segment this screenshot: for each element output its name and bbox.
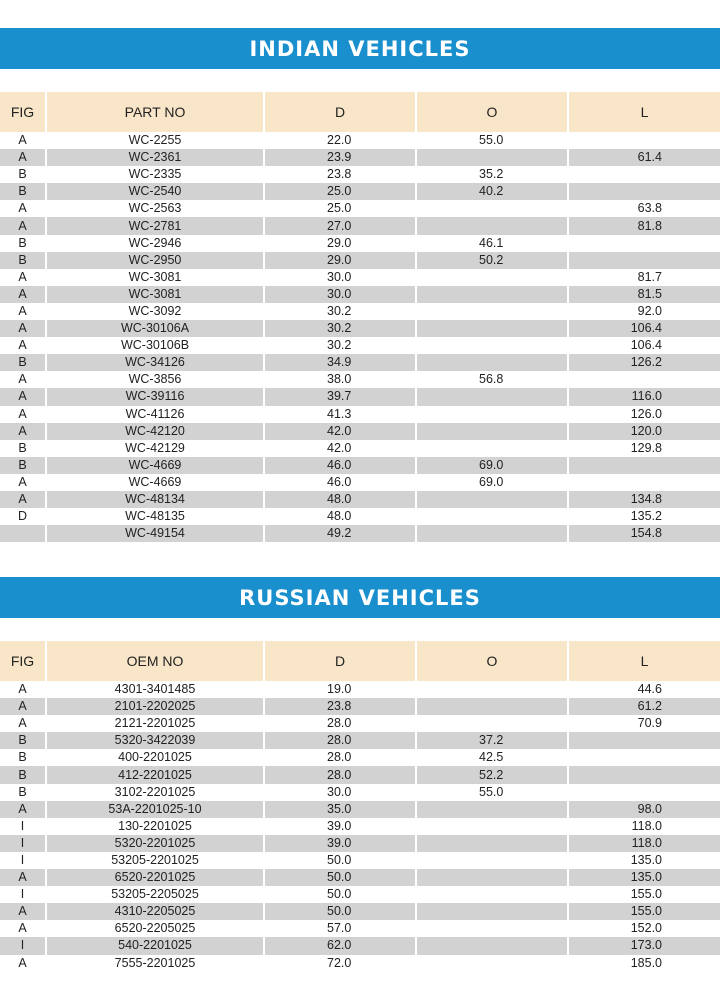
cell-part-no: 4310-2205025 — [46, 903, 264, 920]
cell-fig: A — [0, 801, 46, 818]
cell-l: 118.0 — [568, 835, 720, 852]
table-row — [0, 525, 720, 542]
cell-fig: A — [0, 715, 46, 732]
table-row — [0, 388, 720, 405]
cell-l: 118.0 — [568, 818, 720, 835]
cell-l: 134.8 — [568, 491, 720, 508]
cell-l: 98.0 — [568, 801, 720, 818]
cell-d: 30.2 — [264, 320, 416, 337]
table-row — [0, 166, 720, 183]
cell-o — [416, 937, 568, 954]
cell-fig: A — [0, 269, 46, 286]
cell-o — [416, 852, 568, 869]
cell-l — [568, 132, 720, 149]
cell-d: 35.0 — [264, 801, 416, 818]
cell-fig: A — [0, 955, 46, 972]
header-d: D — [264, 641, 416, 681]
cell-o — [416, 525, 568, 542]
cell-fig: I — [0, 937, 46, 954]
russian-vehicles-table — [0, 641, 720, 972]
cell-d: 23.9 — [264, 149, 416, 166]
cell-o — [416, 269, 568, 286]
cell-d: 42.0 — [264, 440, 416, 457]
cell-part-no: WC-3092 — [46, 303, 264, 320]
table-row — [0, 784, 720, 801]
cell-fig: A — [0, 474, 46, 491]
cell-fig: A — [0, 406, 46, 423]
cell-fig: A — [0, 698, 46, 715]
header-o: O — [416, 92, 568, 132]
cell-l: 126.0 — [568, 406, 720, 423]
cell-fig: A — [0, 869, 46, 886]
cell-d: 25.0 — [264, 183, 416, 200]
cell-o — [416, 869, 568, 886]
section-title: RUSSIAN VEHICLES — [239, 585, 481, 610]
cell-d: 30.0 — [264, 269, 416, 286]
cell-fig: B — [0, 784, 46, 801]
cell-o — [416, 955, 568, 972]
cell-fig: B — [0, 749, 46, 766]
header-o: O — [416, 641, 568, 681]
table-row — [0, 681, 720, 698]
cell-l — [568, 474, 720, 491]
cell-l: 155.0 — [568, 886, 720, 903]
cell-part-no: WC-42120 — [46, 423, 264, 440]
cell-part-no: 6520-2205025 — [46, 920, 264, 937]
cell-part-no: WC-48135 — [46, 508, 264, 525]
table-row — [0, 937, 720, 954]
cell-part-no: 53205-2205025 — [46, 886, 264, 903]
cell-o — [416, 200, 568, 217]
cell-fig: A — [0, 337, 46, 354]
cell-fig: B — [0, 252, 46, 269]
cell-o: 40.2 — [416, 183, 568, 200]
cell-part-no: WC-4669 — [46, 457, 264, 474]
cell-l — [568, 235, 720, 252]
cell-o — [416, 920, 568, 937]
cell-part-no: WC-49154 — [46, 525, 264, 542]
table-body — [0, 681, 720, 972]
cell-o: 50.2 — [416, 252, 568, 269]
cell-fig: A — [0, 681, 46, 698]
cell-d: 62.0 — [264, 937, 416, 954]
cell-part-no: 400-2201025 — [46, 749, 264, 766]
cell-d: 46.0 — [264, 474, 416, 491]
table-row — [0, 903, 720, 920]
cell-part-no: WC-3081 — [46, 286, 264, 303]
table-header-row — [0, 92, 720, 132]
table-row — [0, 698, 720, 715]
cell-part-no: WC-48134 — [46, 491, 264, 508]
indian-vehicles-table — [0, 92, 720, 542]
cell-fig: B — [0, 440, 46, 457]
table-row — [0, 354, 720, 371]
table-row — [0, 183, 720, 200]
cell-l: 106.4 — [568, 320, 720, 337]
table-row — [0, 869, 720, 886]
cell-fig: A — [0, 920, 46, 937]
cell-l: 185.0 — [568, 955, 720, 972]
cell-l: 81.5 — [568, 286, 720, 303]
table-row — [0, 852, 720, 869]
table-row — [0, 200, 720, 217]
cell-l: 116.0 — [568, 388, 720, 405]
cell-fig: B — [0, 766, 46, 783]
cell-fig: A — [0, 149, 46, 166]
cell-part-no: WC-4669 — [46, 474, 264, 491]
cell-l: 173.0 — [568, 937, 720, 954]
cell-l: 126.2 — [568, 354, 720, 371]
table-row — [0, 491, 720, 508]
header-part-no: PART NO — [46, 92, 264, 132]
cell-fig: B — [0, 235, 46, 252]
cell-d: 39.0 — [264, 835, 416, 852]
cell-fig: B — [0, 457, 46, 474]
cell-fig: B — [0, 166, 46, 183]
header-l: L — [568, 92, 720, 132]
cell-o: 42.5 — [416, 749, 568, 766]
cell-part-no: 53A-2201025-10 — [46, 801, 264, 818]
cell-fig: A — [0, 903, 46, 920]
cell-l — [568, 371, 720, 388]
cell-l: 135.0 — [568, 869, 720, 886]
table-row — [0, 371, 720, 388]
cell-l: 135.2 — [568, 508, 720, 525]
table-body — [0, 132, 720, 542]
cell-fig: A — [0, 286, 46, 303]
table-row — [0, 217, 720, 234]
cell-l: 44.6 — [568, 681, 720, 698]
cell-part-no: 540-2201025 — [46, 937, 264, 954]
cell-d: 50.0 — [264, 852, 416, 869]
table-row — [0, 286, 720, 303]
cell-l: 129.8 — [568, 440, 720, 457]
table-row — [0, 269, 720, 286]
cell-o — [416, 440, 568, 457]
cell-o — [416, 337, 568, 354]
cell-part-no: WC-2946 — [46, 235, 264, 252]
cell-part-no: 130-2201025 — [46, 818, 264, 835]
cell-l — [568, 749, 720, 766]
cell-o — [416, 903, 568, 920]
table-row — [0, 132, 720, 149]
cell-o — [416, 388, 568, 405]
cell-o — [416, 818, 568, 835]
cell-o — [416, 286, 568, 303]
cell-o — [416, 406, 568, 423]
header-l: L — [568, 641, 720, 681]
cell-d: 48.0 — [264, 491, 416, 508]
cell-l — [568, 732, 720, 749]
table-row — [0, 303, 720, 320]
cell-d: 34.9 — [264, 354, 416, 371]
table-row — [0, 423, 720, 440]
cell-fig: A — [0, 217, 46, 234]
cell-d: 19.0 — [264, 681, 416, 698]
cell-o: 55.0 — [416, 784, 568, 801]
cell-o: 35.2 — [416, 166, 568, 183]
cell-d: 30.0 — [264, 784, 416, 801]
cell-d: 50.0 — [264, 886, 416, 903]
cell-o — [416, 354, 568, 371]
table-row — [0, 749, 720, 766]
cell-l: 135.0 — [568, 852, 720, 869]
cell-part-no: 2121-2201025 — [46, 715, 264, 732]
cell-d: 39.7 — [264, 388, 416, 405]
cell-l: 154.8 — [568, 525, 720, 542]
cell-l — [568, 766, 720, 783]
cell-part-no: WC-3856 — [46, 371, 264, 388]
cell-l: 92.0 — [568, 303, 720, 320]
cell-part-no: WC-42129 — [46, 440, 264, 457]
cell-l: 70.9 — [568, 715, 720, 732]
cell-d: 23.8 — [264, 166, 416, 183]
cell-fig: A — [0, 132, 46, 149]
table-row — [0, 252, 720, 269]
table-header-row — [0, 641, 720, 681]
table-row — [0, 715, 720, 732]
cell-d: 25.0 — [264, 200, 416, 217]
table-row — [0, 818, 720, 835]
table-row — [0, 320, 720, 337]
cell-fig: A — [0, 303, 46, 320]
cell-fig: D — [0, 508, 46, 525]
cell-l: 106.4 — [568, 337, 720, 354]
cell-d: 30.2 — [264, 337, 416, 354]
cell-part-no: WC-2255 — [46, 132, 264, 149]
cell-fig: A — [0, 371, 46, 388]
cell-l — [568, 784, 720, 801]
cell-d: 50.0 — [264, 903, 416, 920]
table-row — [0, 955, 720, 972]
table-row — [0, 920, 720, 937]
cell-d: 39.0 — [264, 818, 416, 835]
table-row — [0, 440, 720, 457]
cell-o — [416, 681, 568, 698]
table-row — [0, 235, 720, 252]
cell-l — [568, 183, 720, 200]
cell-part-no: WC-41126 — [46, 406, 264, 423]
indian-vehicles-banner — [0, 28, 720, 69]
cell-fig: I — [0, 852, 46, 869]
cell-fig: A — [0, 200, 46, 217]
cell-fig: A — [0, 423, 46, 440]
russian-vehicles-banner — [0, 577, 720, 618]
cell-fig: I — [0, 886, 46, 903]
cell-fig: B — [0, 354, 46, 371]
cell-o — [416, 491, 568, 508]
cell-o — [416, 423, 568, 440]
cell-part-no: 5320-2201025 — [46, 835, 264, 852]
cell-l: 152.0 — [568, 920, 720, 937]
table-row — [0, 801, 720, 818]
cell-o: 56.8 — [416, 371, 568, 388]
cell-fig: I — [0, 835, 46, 852]
cell-part-no: 6520-2201025 — [46, 869, 264, 886]
cell-o — [416, 801, 568, 818]
cell-fig: A — [0, 491, 46, 508]
cell-d: 57.0 — [264, 920, 416, 937]
cell-fig: B — [0, 732, 46, 749]
cell-l: 63.8 — [568, 200, 720, 217]
cell-o — [416, 698, 568, 715]
cell-part-no: 4301-3401485 — [46, 681, 264, 698]
cell-l — [568, 457, 720, 474]
table-row — [0, 457, 720, 474]
cell-o — [416, 886, 568, 903]
cell-part-no: 5320-3422039 — [46, 732, 264, 749]
cell-d: 49.2 — [264, 525, 416, 542]
cell-d: 28.0 — [264, 715, 416, 732]
cell-part-no: 3102-2201025 — [46, 784, 264, 801]
cell-d: 30.0 — [264, 286, 416, 303]
cell-fig: I — [0, 818, 46, 835]
cell-o: 69.0 — [416, 457, 568, 474]
cell-part-no: WC-34126 — [46, 354, 264, 371]
table-row — [0, 337, 720, 354]
table-row — [0, 406, 720, 423]
cell-d: 48.0 — [264, 508, 416, 525]
cell-part-no: 7555-2201025 — [46, 955, 264, 972]
cell-fig: A — [0, 320, 46, 337]
section-title: INDIAN VEHICLES — [249, 36, 471, 61]
cell-fig: A — [0, 388, 46, 405]
cell-o: 55.0 — [416, 132, 568, 149]
cell-d: 28.0 — [264, 749, 416, 766]
cell-o — [416, 149, 568, 166]
cell-o: 37.2 — [416, 732, 568, 749]
cell-part-no: WC-2335 — [46, 166, 264, 183]
cell-l: 155.0 — [568, 903, 720, 920]
cell-o — [416, 217, 568, 234]
table-row — [0, 886, 720, 903]
cell-o: 52.2 — [416, 766, 568, 783]
cell-part-no: WC-39116 — [46, 388, 264, 405]
cell-part-no: WC-2540 — [46, 183, 264, 200]
cell-fig — [0, 525, 46, 542]
table-row — [0, 835, 720, 852]
cell-d: 22.0 — [264, 132, 416, 149]
cell-l: 120.0 — [568, 423, 720, 440]
cell-l: 61.4 — [568, 149, 720, 166]
cell-d: 42.0 — [264, 423, 416, 440]
cell-d: 27.0 — [264, 217, 416, 234]
cell-d: 38.0 — [264, 371, 416, 388]
cell-d: 29.0 — [264, 235, 416, 252]
header-fig: FIG — [0, 92, 46, 132]
cell-fig: B — [0, 183, 46, 200]
cell-l — [568, 252, 720, 269]
cell-part-no: 53205-2201025 — [46, 852, 264, 869]
header-fig: FIG — [0, 641, 46, 681]
cell-l: 61.2 — [568, 698, 720, 715]
cell-o — [416, 303, 568, 320]
cell-d: 50.0 — [264, 869, 416, 886]
cell-d: 72.0 — [264, 955, 416, 972]
cell-part-no: 2101-2202025 — [46, 698, 264, 715]
cell-d: 46.0 — [264, 457, 416, 474]
table-row — [0, 149, 720, 166]
cell-o — [416, 508, 568, 525]
cell-part-no: WC-3081 — [46, 269, 264, 286]
cell-part-no: 412-2201025 — [46, 766, 264, 783]
cell-d: 29.0 — [264, 252, 416, 269]
cell-part-no: WC-2781 — [46, 217, 264, 234]
cell-o — [416, 320, 568, 337]
cell-o: 46.1 — [416, 235, 568, 252]
table-row — [0, 732, 720, 749]
cell-d: 30.2 — [264, 303, 416, 320]
table-row — [0, 508, 720, 525]
cell-o: 69.0 — [416, 474, 568, 491]
cell-o — [416, 715, 568, 732]
table-row — [0, 474, 720, 491]
cell-l: 81.8 — [568, 217, 720, 234]
cell-l — [568, 166, 720, 183]
cell-d: 41.3 — [264, 406, 416, 423]
header-d: D — [264, 92, 416, 132]
cell-d: 23.8 — [264, 698, 416, 715]
cell-l: 81.7 — [568, 269, 720, 286]
cell-d: 28.0 — [264, 766, 416, 783]
cell-part-no: WC-2563 — [46, 200, 264, 217]
cell-part-no: WC-30106B — [46, 337, 264, 354]
cell-part-no: WC-30106A — [46, 320, 264, 337]
cell-o — [416, 835, 568, 852]
cell-d: 28.0 — [264, 732, 416, 749]
table-row — [0, 766, 720, 783]
header-oem-no: OEM NO — [46, 641, 264, 681]
cell-part-no: WC-2361 — [46, 149, 264, 166]
cell-part-no: WC-2950 — [46, 252, 264, 269]
